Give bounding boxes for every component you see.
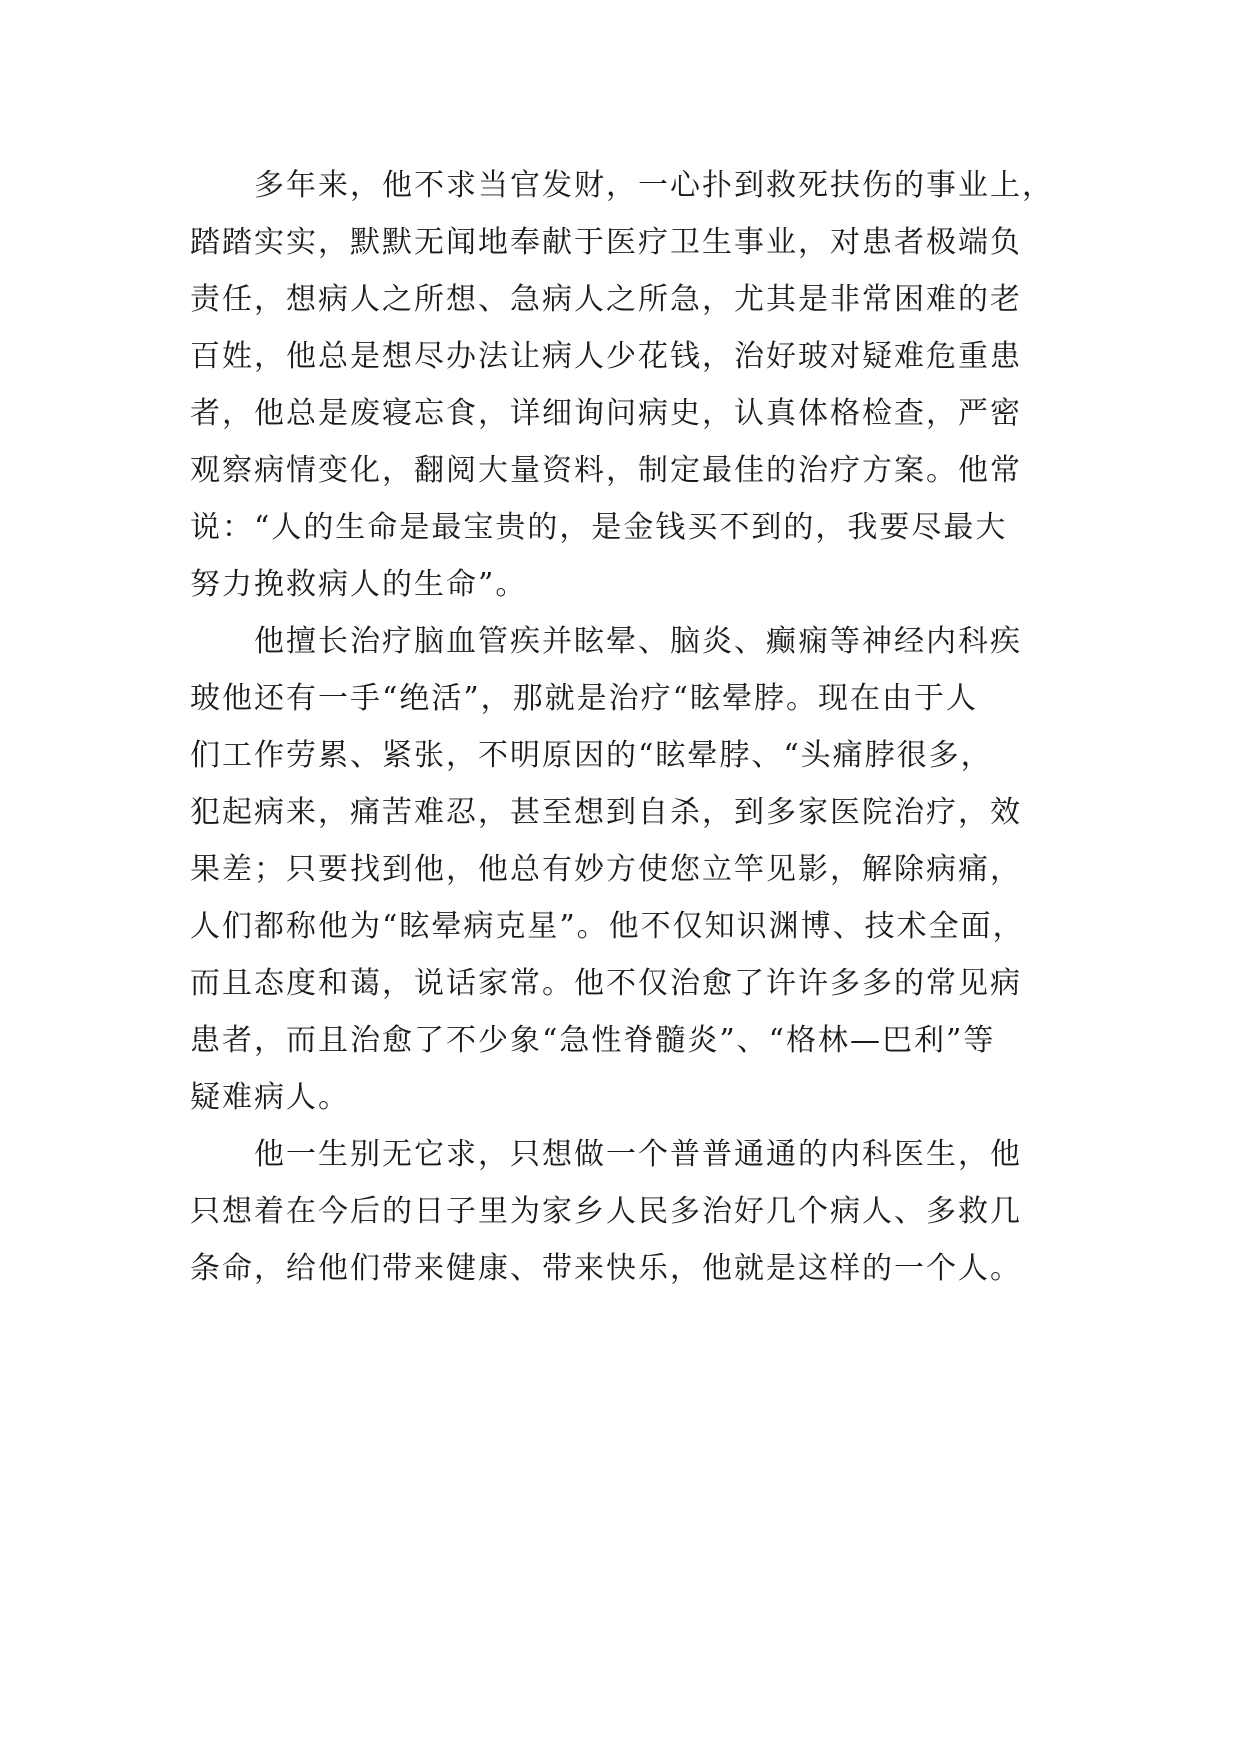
- text-line: 们工作劳累、紧张，不明原因的“眩晕脖、“头痛脖很多，: [190, 738, 993, 773]
- paragraph-2: [190, 613, 1070, 1126]
- text-line: 只想着在今后的日子里为家乡人民多治好几个病人、多救几: [190, 1194, 1022, 1229]
- text-line: 人们都称他为“眩晕病克星”。他不仅知识渊博、技术全面，: [190, 909, 1025, 944]
- paragraph-3: [190, 1126, 1070, 1297]
- text-line: 他擅长治疗脑血管疾并眩晕、脑炎、癫痫等神经内科疾: [254, 624, 1022, 659]
- text-line: 努力挽救病人的生命”。: [190, 567, 528, 602]
- text-line: 多年来，他不求当官发财，一心扑到救死扶伤的事业上，: [254, 168, 1054, 203]
- text-line: 患者，而且治愈了不少象“急性脊髓炎”、“格林—巴利”等: [190, 1023, 996, 1058]
- text-line: 玻他还有一手“绝活”，那就是治疗“眩晕脖。现在由于人: [190, 681, 979, 716]
- body-text: [190, 157, 1070, 1297]
- text-line: 疑难病人。: [190, 1080, 350, 1115]
- text-line: 而且态度和蔼，说话家常。他不仅治愈了许许多多的常见病: [190, 966, 1022, 1001]
- text-line: 他一生别无它求，只想做一个普普通通的内科医生，他: [254, 1137, 1022, 1172]
- text-line: 说：“人的生命是最宝贵的，是金钱买不到的，我要尽最大: [190, 510, 1008, 545]
- text-line: 责任，想病人之所想、急病人之所急，尤其是非常困难的老: [190, 282, 1022, 317]
- text-line: 犯起病来，痛苦难忍，甚至想到自杀，到多家医院治疗，效: [190, 795, 1022, 830]
- text-line: 踏踏实实，默默无闻地奉献于医疗卫生事业，对患者极端负: [190, 225, 1022, 260]
- paragraph-1: [190, 157, 1070, 613]
- text-line: 百姓，他总是想尽办法让病人少花钱，治好玻对疑难危重患: [190, 339, 1022, 374]
- text-line: 条命，给他们带来健康、带来快乐，他就是这样的一个人。: [190, 1251, 1022, 1286]
- text-line: 观察病情变化，翻阅大量资料，制定最佳的治疗方案。他常: [190, 453, 1022, 488]
- text-line: 者，他总是废寝忘食，详细询问病史，认真体格检查，严密: [190, 396, 1022, 431]
- text-line: 果差；只要找到他，他总有妙方使您立竿见影，解除病痛，: [190, 852, 1022, 887]
